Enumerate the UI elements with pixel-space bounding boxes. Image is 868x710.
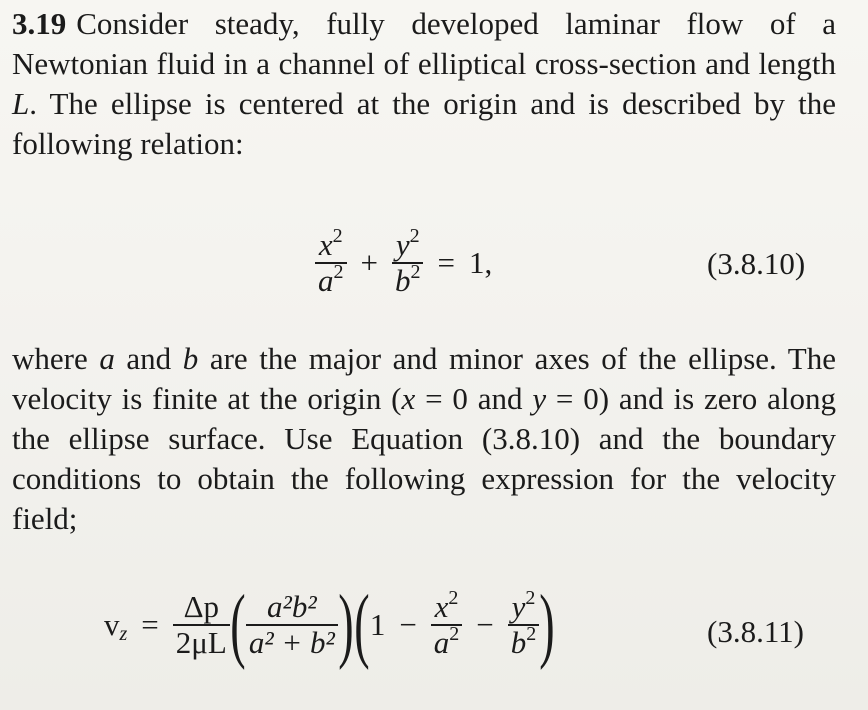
x-fraction: $\frac{x^2}{a^2}$ xyxy=(431,590,463,660)
right-paren: ) xyxy=(338,578,354,671)
problem-intro: Consider steady, fully developed laminar flow of a Newtonian fluid in a channel of elliptical cross-section and length xyxy=(12,6,836,81)
problem-paragraph xyxy=(12,4,836,164)
y-fraction: $\frac{y^2}{b^2}$ xyxy=(392,228,424,298)
velocity-symbol: $v_z$ xyxy=(104,607,128,645)
equation-number: (3.8.11) xyxy=(707,614,804,649)
pressure-fraction: $\frac{\Delta p}{2\mu L}$ xyxy=(173,590,230,660)
body-paragraph: where a and b are the major and minor axes of the ellipse. The velocity is finite at the origin (x = 0 and y = 0) and is zero along the ellipse surface. Use Equation (3.8.10) and the boundary conditions to obtain the following expression for the velocity field; xyxy=(12,341,836,536)
equals-sign: = xyxy=(141,607,159,642)
length-symbol: L xyxy=(12,86,30,121)
problem-number: 3.19 xyxy=(12,6,67,41)
axes-fraction: $\frac{\text{a²b²}}{\text{a² + b²}}$ xyxy=(246,590,338,660)
left-paren: ( xyxy=(230,578,246,671)
x-fraction: $\frac{x^2}{a^2}$ xyxy=(315,228,347,298)
velocity-equation: $v_z$ = $\frac{\Delta p}{2\mu L}$ ( $\frac{\text{a²b²}}{\text{a² + b²}}$ ) ( 1 − $\frac{x^2}{a^2}$ − $\frac{y^2}{b^2}$ ) xyxy=(104,578,555,671)
rhs-value: 1, xyxy=(468,245,493,280)
left-paren: ( xyxy=(354,578,370,671)
right-paren: ) xyxy=(539,578,555,671)
plus-sign: + xyxy=(360,245,378,280)
problem-intro-2: . The ellipse is centered at the origin and is described by the following relation: xyxy=(12,86,836,161)
y-fraction: $\frac{y^2}{b^2}$ xyxy=(508,590,540,660)
one: 1 xyxy=(369,607,386,642)
equation-number: (3.8.10) xyxy=(707,246,806,281)
equals-sign: = xyxy=(437,245,455,280)
ellipse-equation xyxy=(315,218,492,308)
